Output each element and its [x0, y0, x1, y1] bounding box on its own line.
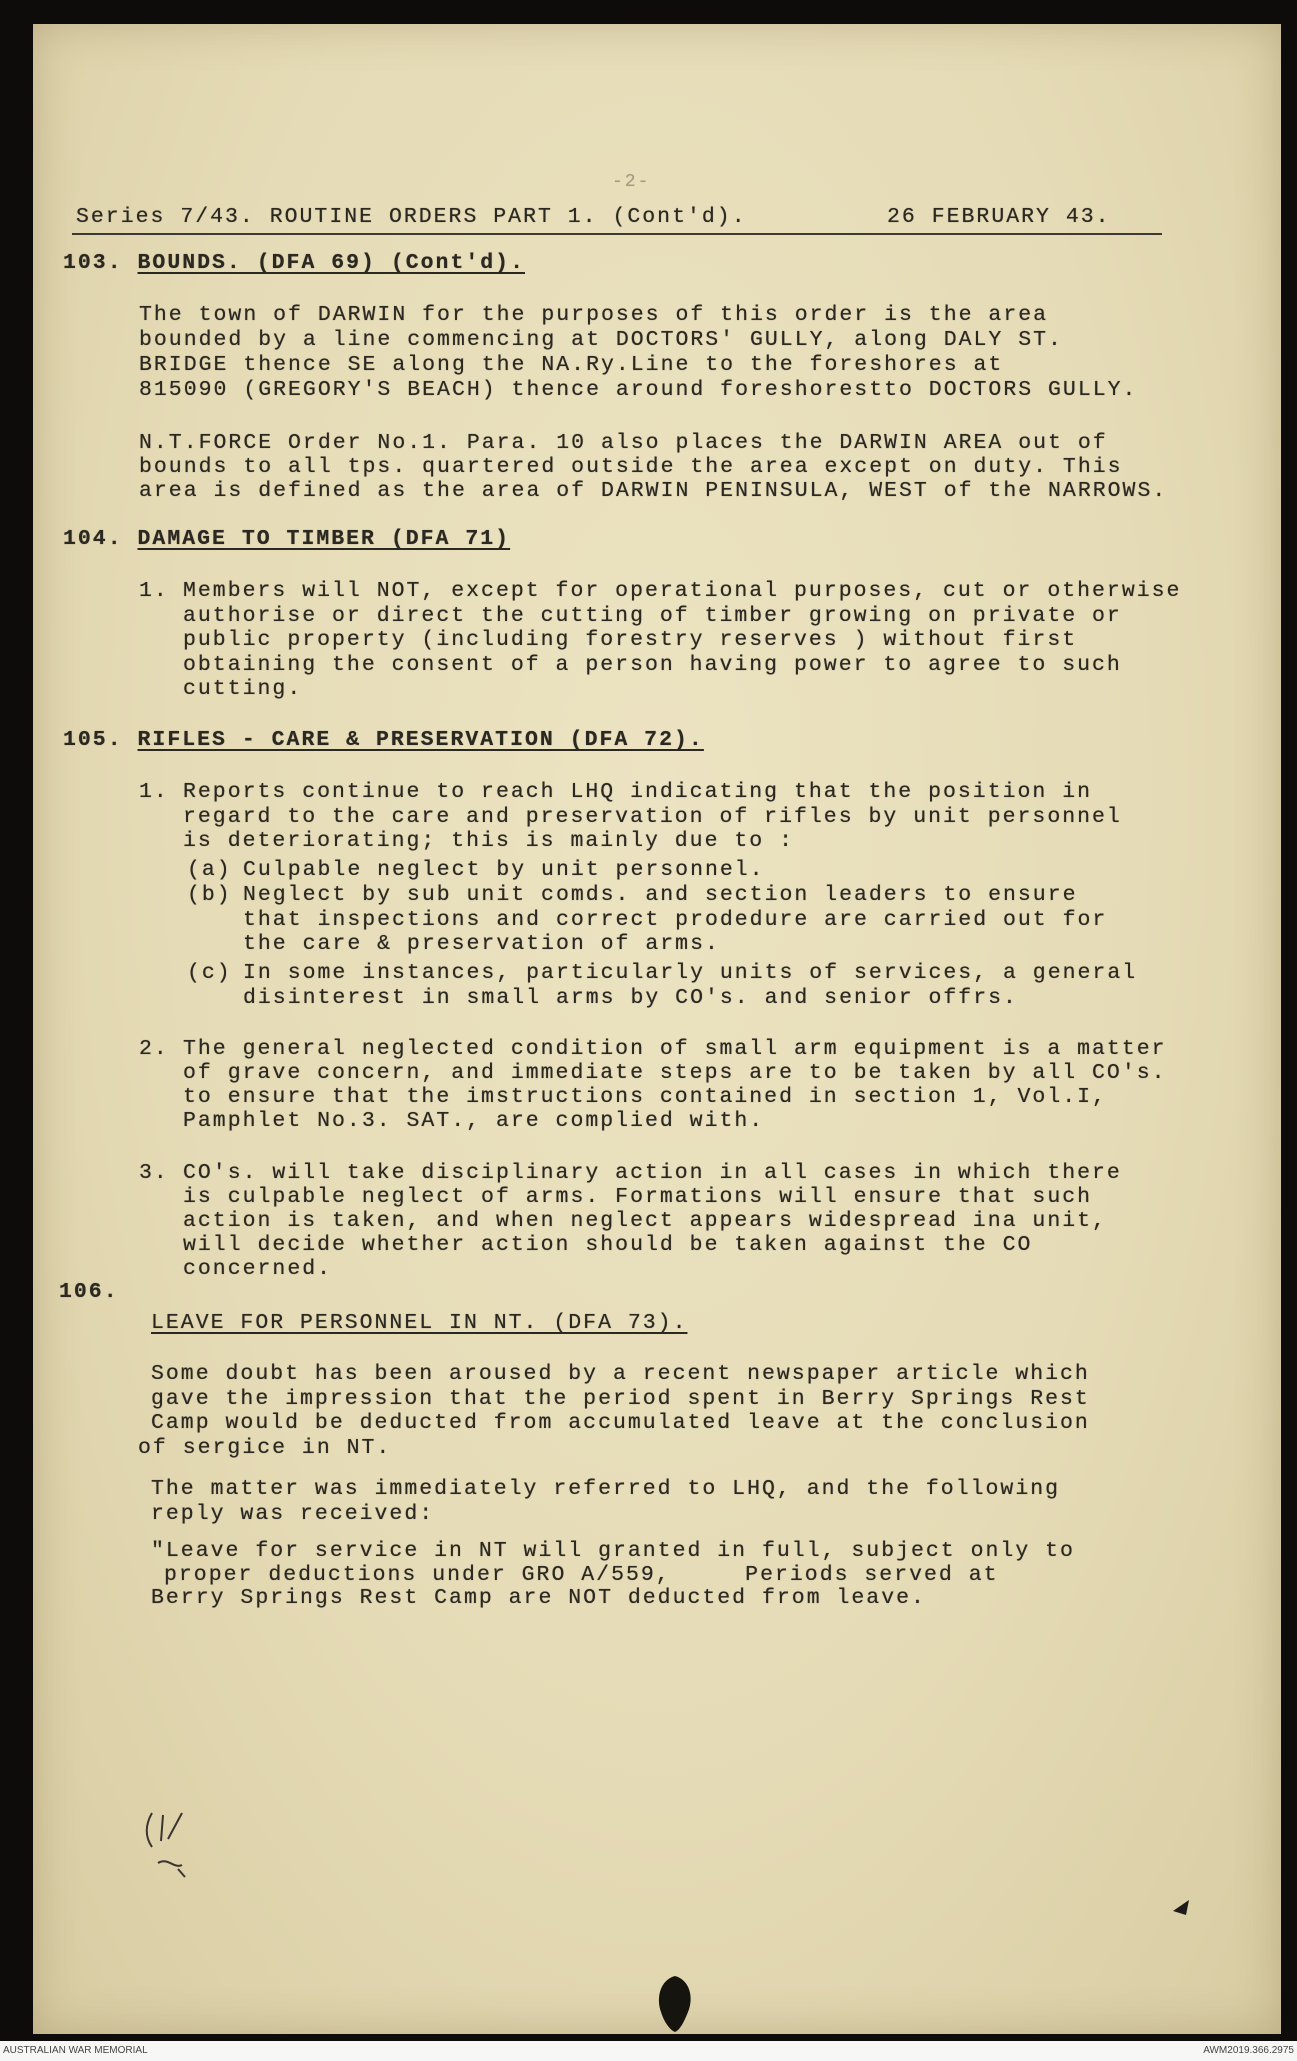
sub-item-label: (b) [187, 883, 232, 907]
section-title: DAMAGE TO TIMBER (DFA 71) [137, 527, 511, 551]
section-number: 104. [63, 527, 123, 551]
archive-footer [0, 2041, 1297, 2061]
text-line: that inspections and correct prodedure are carried out for [243, 907, 1108, 932]
text-line: authorise or direct the cutting of timber growing on private or [183, 603, 1122, 628]
item-number: 1. [139, 579, 169, 603]
section-104-item-1 [139, 579, 1181, 702]
item-number: 3. [139, 1161, 169, 1185]
text-line: is culpable neglect of arms. Formations will ensure that such [183, 1185, 1093, 1209]
text-line: action is taken, and when neglect appears widespread ina unit, [183, 1209, 1107, 1233]
sub-item-a [187, 858, 765, 883]
ink-blot [650, 1972, 700, 2032]
text-line: The matter was immediately referred to LHQ, and the following [151, 1477, 1061, 1501]
section-106-quoted-reply [151, 1539, 1075, 1610]
section-104-heading [63, 527, 510, 552]
section-105-item-1 [139, 780, 1122, 854]
text-line: bounds to all tps. quartered outside the area except on duty. This [139, 455, 1123, 479]
text-line: regard to the care and preservation of rifles by unit personnel [183, 804, 1122, 829]
text-line: Members will NOT, except for operational purposes, cut or otherwise [183, 579, 1182, 603]
text-line: Pamphlet No.3. SAT., are complied with. [183, 1109, 765, 1133]
text-line: "Leave for service in NT will granted in full, subject only to [151, 1539, 1075, 1563]
text-line: Culpable neglect by unit personnel. [243, 858, 765, 882]
sub-item-label: (a) [187, 858, 232, 882]
text-line: The town of DARWIN for the purposes of this order is the area [139, 303, 1049, 327]
header-date: 26 FEBRUARY 43. [887, 205, 1111, 229]
text-line: of grave concern, and immediate steps are to be taken by all CO's. [183, 1061, 1167, 1085]
sub-item-c [187, 961, 1137, 1010]
text-line: 815090 (GREGORY'S BEACH) thence around foreshorestto DOCTORS GULLY. [139, 378, 1138, 402]
text-line: gave the impression that the period spent in Berry Springs Rest [151, 1386, 1090, 1411]
section-title: BOUNDS. (DFA 69) (Cont'd). [137, 251, 525, 275]
text-line: area is defined as the area of DARWIN PENINSULA, WEST of the NARROWS. [139, 479, 1168, 503]
section-number: 103. [63, 251, 123, 275]
text-line: proper deductions under GRO A/559, Periods served at [164, 1562, 999, 1587]
text-line: disinterest in small arms by CO's. and senior offrs. [243, 985, 1018, 1010]
sub-item-label: (c) [187, 961, 232, 985]
text-line: BRIDGE thence SE along the NA.Ry.Line to the foreshores at [139, 353, 1004, 377]
text-line: Some doubt has been aroused by a recent newspaper article which [151, 1362, 1090, 1386]
handwritten-mark [138, 1805, 218, 1885]
text-line: is deteriorating; this is mainly due to : [183, 829, 794, 853]
text-line: N.T.FORCE Order No.1. Para. 10 also places the DARWIN AREA out of [139, 431, 1108, 455]
header-rule [72, 233, 1162, 235]
section-105-item-2 [139, 1037, 1167, 1133]
section-number: 105. [63, 728, 123, 752]
item-number: 1. [139, 780, 169, 804]
section-103-paragraph-1 [139, 303, 1137, 403]
text-line: cutting. [183, 677, 303, 701]
text-line: Camp would be deducted from accumulated leave at the conclusion [151, 1411, 1090, 1435]
section-106-number: 106. [59, 1280, 119, 1304]
section-105-item-3 [139, 1161, 1122, 1281]
text-line: The general neglected condition of small arm equipment is a matter [183, 1037, 1167, 1061]
text-line: of sergice in NT. [138, 1435, 392, 1460]
section-106-title: LEAVE FOR PERSONNEL IN NT. (DFA 73). [151, 1311, 688, 1335]
text-line: concerned. [183, 1257, 333, 1281]
text-line: obtaining the consent of a person having power to agree to such [183, 652, 1122, 677]
text-line: reply was received: [151, 1502, 435, 1526]
arrow-mark-icon [1170, 1895, 1194, 1919]
archive-name: AUSTRALIAN WAR MEMORIAL [3, 2045, 148, 2056]
header-series: Series 7/43. ROUTINE ORDERS PART 1. (Cont'd). [76, 205, 747, 229]
section-103-paragraph-2 [139, 431, 1167, 503]
text-line: In some instances, particularly units of services, a general [243, 961, 1138, 985]
text-line: public property (including forestry reserves ) without first [183, 628, 1078, 652]
section-106-paragraph-2 [151, 1477, 1060, 1527]
page-marker: -2- [612, 172, 651, 192]
section-105-heading [63, 728, 704, 753]
sub-item-b [187, 883, 1107, 957]
text-line: bounded by a line commencing at DOCTORS' GULLY, along DALY ST. [139, 328, 1063, 352]
section-103-heading [63, 251, 525, 276]
text-line: will decide whether action should be taken against the CO [183, 1233, 1033, 1257]
text-line: Reports continue to reach LHQ indicating that the position in [183, 780, 1093, 804]
text-line: Berry Springs Rest Camp are NOT deducted from leave. [151, 1586, 926, 1610]
item-number: 2. [139, 1037, 169, 1061]
archive-reference: AWM2019.366.2975 [1203, 2045, 1294, 2056]
section-title: RIFLES - CARE & PRESERVATION (DFA 72). [137, 728, 704, 752]
text-line: CO's. will take disciplinary action in all cases in which there [183, 1161, 1122, 1185]
text-line: the care & preservation of arms. [243, 932, 720, 956]
section-106-paragraph-1 [138, 1362, 1090, 1460]
text-line: to ensure that the imstructions contained in section 1, Vol.I, [183, 1085, 1107, 1109]
text-line: Neglect by sub unit comds. and section leaders to ensure [243, 883, 1078, 907]
